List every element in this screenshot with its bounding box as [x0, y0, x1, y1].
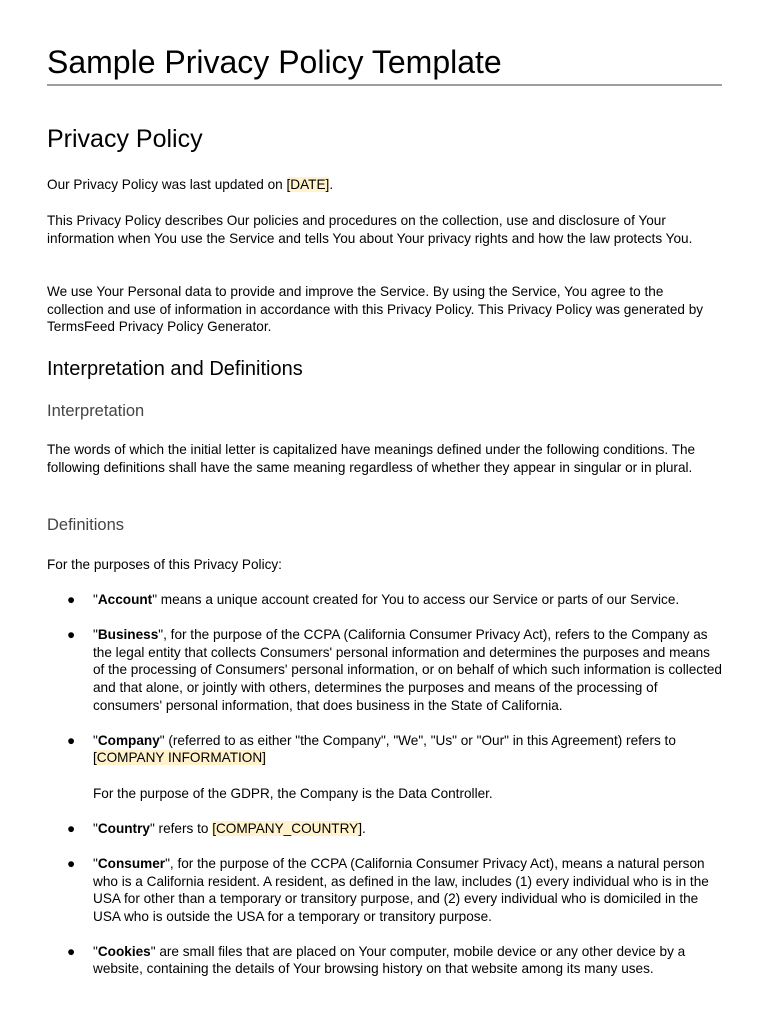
company-information-placeholder: [COMPANY INFORMATION] [93, 750, 266, 766]
term-company: Company [97, 732, 160, 748]
definition-business [47, 626, 723, 714]
interpretation-heading: Interpretation [47, 402, 145, 420]
definition-cookies [47, 943, 723, 978]
open-quote: " [93, 732, 98, 748]
document-title: Sample Privacy Policy Template [47, 44, 502, 80]
close-quote: " [158, 627, 164, 643]
close-quote: " [150, 943, 156, 959]
open-quote: " [93, 943, 98, 959]
last-updated-period: . [329, 177, 334, 192]
close-quote: " [159, 732, 165, 748]
open-quote: " [93, 855, 98, 871]
definition-consumer [47, 855, 723, 925]
title-divider [47, 84, 722, 86]
last-updated-paragraph [47, 176, 723, 194]
close-quote: " [165, 855, 170, 871]
definition-country-period: . [362, 820, 366, 836]
definition-cookies-text [93, 943, 723, 978]
term-account: Account [97, 592, 153, 607]
open-quote: " [93, 820, 98, 836]
definitions-heading: Definitions [47, 516, 125, 534]
interpretation-paragraph: The words of which the initial letter is capitalized have meanings defined under the following conditions. The following definitions shall have the same meaning regardless of whether they appear in singular or in plural. [47, 442, 696, 475]
term-cookies: Cookies [97, 943, 151, 959]
definition-account-body: means a unique account created for You to access our Service or parts of our Service. [157, 592, 680, 607]
date-placeholder: [DATE] [286, 177, 330, 192]
definitions-intro: For the purposes of this Privacy Policy: [47, 557, 282, 572]
term-consumer: Consumer [97, 855, 166, 871]
last-updated-text: Our Privacy Policy was last updated on [47, 177, 287, 192]
definition-consumer-body: , for the purpose of the CCPA (California Consumer Privacy Act), means a natural person who is a California resident. A resident, as defined in the law, includes (1) every individual who is in the USA for other than a temporary or transitory purpose, and (2) every individual who is domiciled in the USA who is outside the USA for a temporary or transitory purpose. [93, 855, 709, 924]
close-quote: " [149, 820, 155, 836]
definition-country-body: refers to [154, 820, 213, 836]
definition-country-text [93, 820, 723, 838]
definition-account [47, 591, 723, 609]
term-country: Country [97, 820, 150, 836]
interpretation-definitions-heading: Interpretation and Definitions [47, 358, 303, 380]
term-business: Business [97, 627, 159, 643]
close-quote: " [152, 592, 158, 607]
gdpr-note: For the purpose of the GDPR, the Company is the Data Controller. [93, 785, 493, 801]
bullet-icon: ● [67, 732, 76, 748]
definition-company [47, 732, 723, 802]
personal-data-paragraph: We use Your Personal data to provide and improve the Service. By using the Service, You agree to the collection and use of information in accordance with this Privacy Policy. This Privacy Policy was generated by TermsFeed Privacy Policy Generator. [47, 284, 704, 335]
bullet-icon: ● [67, 820, 76, 836]
bullet-icon: ● [67, 592, 76, 607]
definition-country [47, 820, 723, 838]
intro-paragraph: This Privacy Policy describes Our policies and procedures on the collection, use and disclosure of Your information when You use the Service and tells You about Your privacy rights and how the law protects You. [47, 213, 693, 246]
privacy-policy-heading: Privacy Policy [47, 125, 203, 153]
definition-cookies-body: are small files that are placed on Your computer, mobile device or any other device by a website, containing the details of Your browsing history on that website among its many uses. [93, 943, 686, 977]
definition-business-body: , for the purpose of the CCPA (California Consumer Privacy Act), refers to the Company as the legal entity that collects Consumers' personal information and determines the purposes and means of the processing of Consumers' personal information, or on behalf of which such information is collected and that alone, or jointly with others, determines the purposes and means of the processing of consumers' personal information, that does business in the State of California. [93, 627, 722, 713]
open-quote: " [93, 592, 98, 607]
definition-account-text [93, 591, 723, 609]
definition-business-text [93, 626, 723, 714]
definition-company-body: (referred to as either "the Company", "We", "Us" or "Our" in this Agreement) refers to [164, 732, 676, 748]
bullet-icon: ● [67, 627, 76, 643]
definitions-list [47, 591, 723, 996]
definition-company-text [93, 732, 723, 767]
bullet-icon: ● [67, 943, 76, 959]
open-quote: " [93, 627, 98, 643]
bullet-icon: ● [67, 855, 76, 871]
company-country-placeholder: [COMPANY_COUNTRY] [212, 820, 362, 836]
definition-consumer-text [93, 855, 723, 925]
